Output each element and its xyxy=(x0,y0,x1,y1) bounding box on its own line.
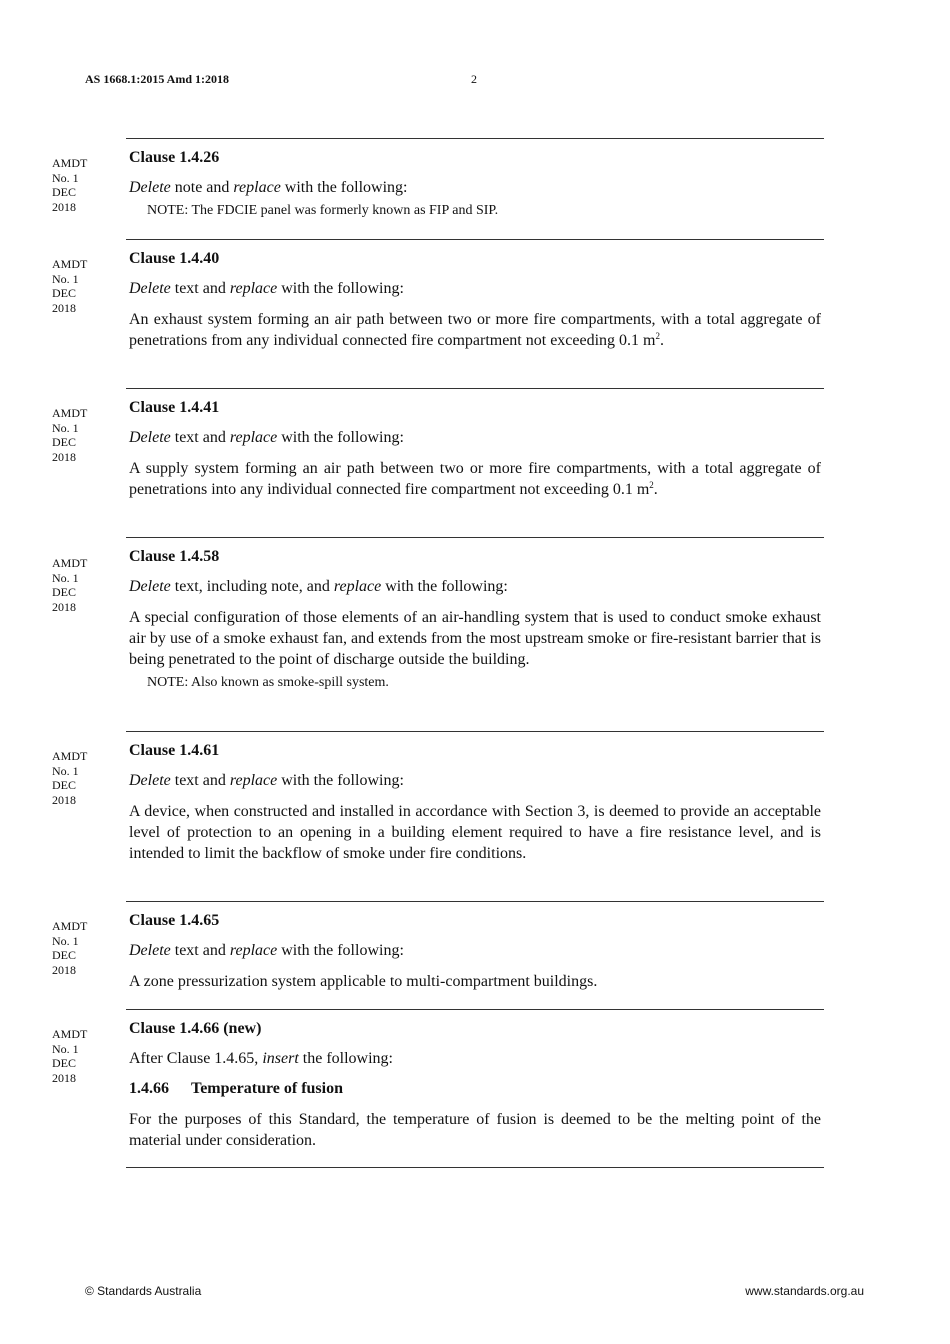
clause-title: Clause 1.4.40 xyxy=(129,250,220,267)
footer-copyright: © Standards Australia xyxy=(85,1284,202,1298)
document-id: AS 1668.1:2015 Amd 1:2018 xyxy=(85,72,230,86)
amendment-marker: AMDT No. 1 DEC 2018 xyxy=(52,556,88,614)
clause-title: Clause 1.4.66 (new) xyxy=(129,1020,262,1037)
clause-body: An exhaust system forming an air path between two or more fire compartments, with a total aggregate of penetrations from any individual connected fire compartment not exceeding 0.1 $m^2$. xyxy=(129,311,821,349)
divider-rule xyxy=(126,731,824,732)
clause-body: A device, when constructed and installed in accordance with Section 3, is deemed to provide an acceptable level of protection to an opening in a building element required to have a fire resistance level, and is intended to limit the backflow of smoke under fire conditions. xyxy=(129,803,821,862)
clause-1-4-26 xyxy=(129,148,821,220)
clause-body: A zone pressurization system applicable to multi-compartment buildings. xyxy=(129,973,598,990)
clause-body: A supply system forming an air path between two or more fire compartments, with a total aggregate of penetrations into any individual connected fire compartment not exceeding 0.1 $m^2$. xyxy=(129,460,821,498)
clause-body: For the purposes of this Standard, the temperature of fusion is deemed to be the melting point of the material under consideration. xyxy=(129,1111,821,1149)
divider-rule xyxy=(126,239,824,240)
amendment-marker: AMDT No. 1 DEC 2018 xyxy=(52,919,88,977)
clause-1-4-66 xyxy=(129,1019,821,1151)
clause-1-4-65 xyxy=(129,911,821,992)
clause-instruction: After Clause 1.4.65, insert the following: xyxy=(129,1050,393,1067)
clause-title: Clause 1.4.65 xyxy=(129,912,220,929)
clause-1-4-58 xyxy=(129,547,821,692)
subclause-title: Temperature of fusion xyxy=(191,1080,343,1097)
amendment-marker: AMDT No. 1 DEC 2018 xyxy=(52,749,88,807)
clause-note: NOTE: Also known as smoke-spill system. xyxy=(147,675,389,690)
clause-1-4-40 xyxy=(129,249,821,351)
subclause-number: 1.4.66 xyxy=(129,1080,169,1097)
divider-rule xyxy=(126,901,824,902)
amendment-marker: AMDT No. 1 DEC 2018 xyxy=(52,406,88,464)
clause-instruction: Delete note and replace with the following: xyxy=(129,179,408,196)
clause-instruction: Delete text and replace with the following: xyxy=(129,772,404,789)
divider-rule xyxy=(126,1167,824,1168)
clause-instruction: Delete text and replace with the following: xyxy=(129,429,404,446)
clause-title: Clause 1.4.58 xyxy=(129,548,220,565)
clause-title: Clause 1.4.26 xyxy=(129,149,220,166)
amendment-marker: AMDT No. 1 DEC 2018 xyxy=(52,1027,88,1085)
clause-instruction: Delete text, including note, and replace with the following: xyxy=(129,578,508,595)
clause-1-4-41 xyxy=(129,398,821,500)
divider-rule xyxy=(126,138,824,139)
clause-instruction: Delete text and replace with the following: xyxy=(129,942,404,959)
amendment-marker: AMDT No. 1 DEC 2018 xyxy=(52,257,88,315)
amendment-marker: AMDT No. 1 DEC 2018 xyxy=(52,156,88,214)
clause-title: Clause 1.4.61 xyxy=(129,742,220,759)
subclause-heading xyxy=(129,1079,821,1099)
divider-rule xyxy=(126,1009,824,1010)
clause-note: NOTE: The FDCIE panel was formerly known as FIP and SIP. xyxy=(147,203,499,218)
footer-website-link[interactable]: www.standards.org.au xyxy=(745,1284,864,1298)
page-number: 2 xyxy=(471,72,477,86)
divider-rule xyxy=(126,537,824,538)
clause-body: A special configuration of those elements of an air-handling system that is used to conduct smoke exhaust air by use of a smoke exhaust fan, and extends from the most upstream smoke or fire-resistant barrier that is being penetrated to the point of discharge outside the building. xyxy=(129,609,821,668)
clause-title: Clause 1.4.41 xyxy=(129,399,220,416)
clause-1-4-61 xyxy=(129,741,821,864)
divider-rule xyxy=(126,388,824,389)
clause-instruction: Delete text and replace with the following: xyxy=(129,280,404,297)
